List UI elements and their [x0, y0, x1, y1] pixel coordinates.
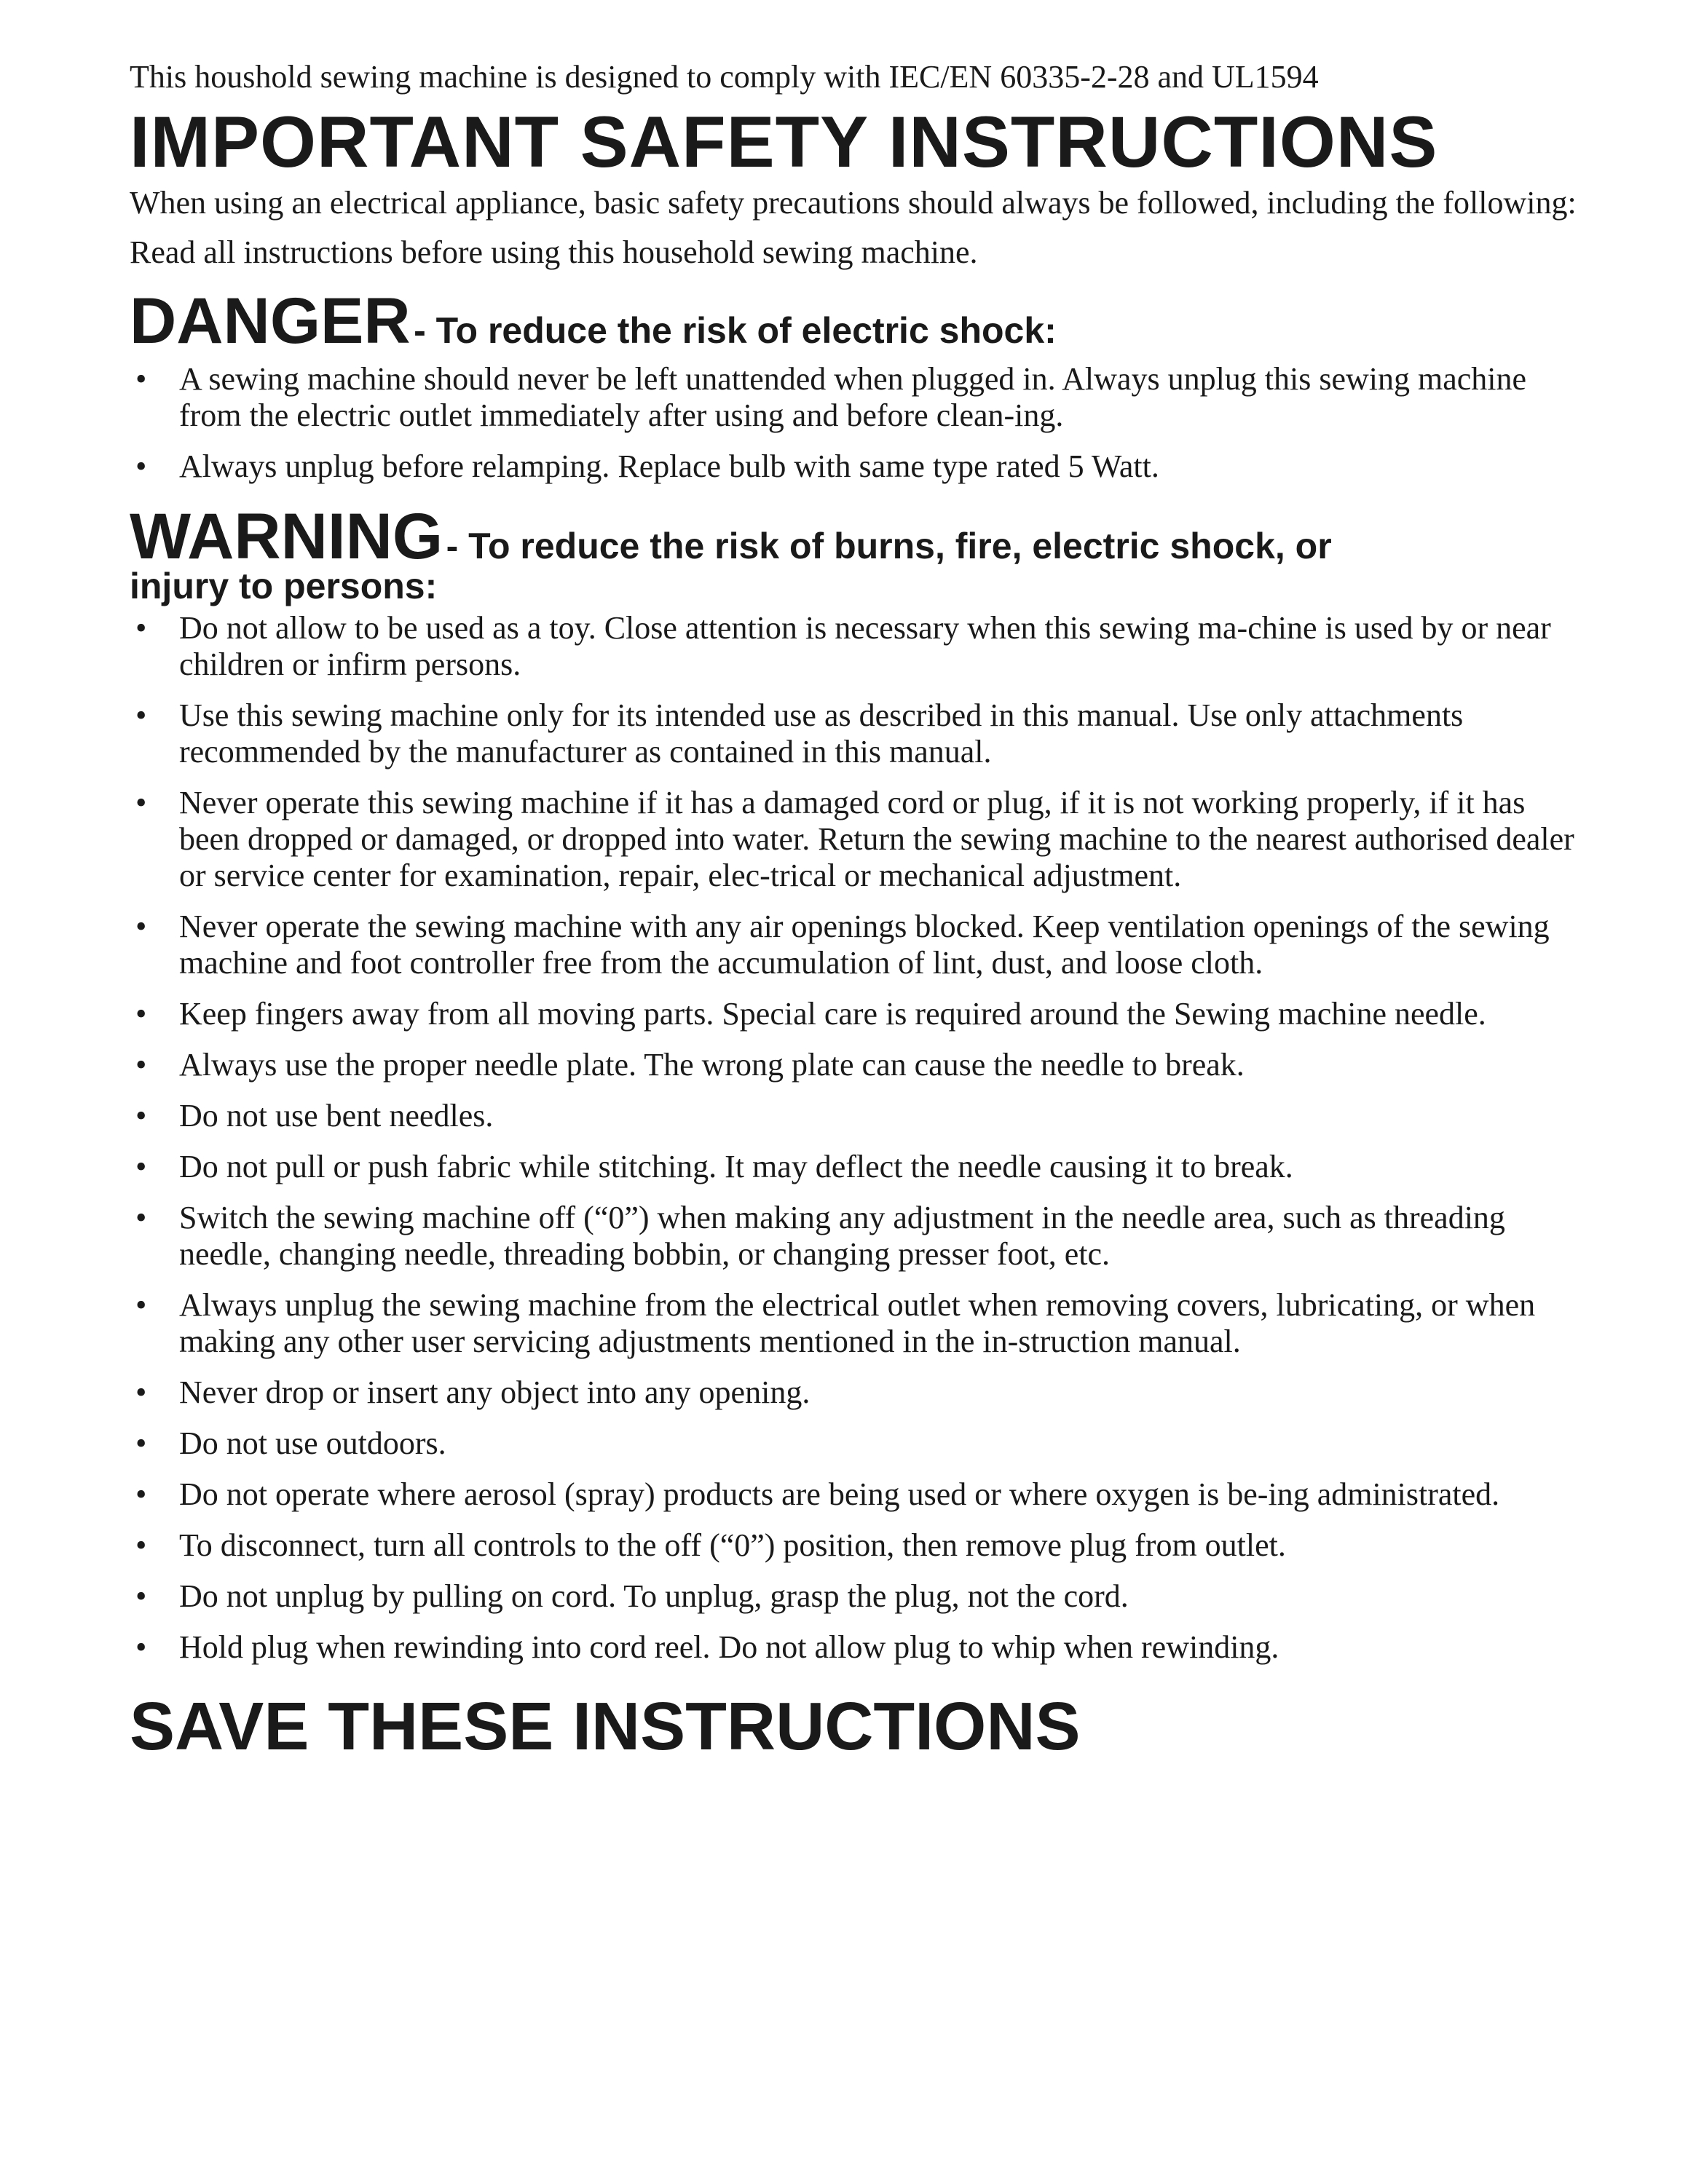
list-item — [130, 1527, 1579, 1564]
danger-item-text: A sewing machine should never be left unattended when plugged in. Always unplug this sewing machine from the electric outlet immediately after using and before clean-ing. — [179, 361, 1527, 433]
page-title: IMPORTANT SAFETY INSTRUCTIONS — [130, 101, 1438, 182]
list-item — [130, 1287, 1579, 1360]
bullet-icon: • — [135, 1149, 147, 1184]
warning-item-text: Use this sewing machine only for its intended use as described in this manual. Use only attachments recommended by the manufacturer as contained in this manual. — [179, 697, 1464, 769]
warning-item-text: Do not operate where aerosol (spray) products are being used or where oxygen is be-ing administrated. — [179, 1476, 1500, 1512]
danger-label: DANGER — [130, 284, 411, 357]
bullet-icon: • — [135, 1425, 147, 1461]
list-item — [130, 1425, 1579, 1462]
warning-item-text: Do not allow to be used as a toy. Close attention is necessary when this sewing ma-chine is used by or near children or infirm persons. — [179, 610, 1551, 682]
list-item — [130, 1047, 1579, 1083]
list-item — [130, 996, 1579, 1032]
warning-label: WARNING — [130, 499, 443, 572]
warning-item-text: Never operate the sewing machine with any air openings blocked. Keep ventilation openings of the sewing machine and foot controller free from the accumulation of lint, dust, and loose cloth. — [179, 909, 1550, 981]
bullet-icon: • — [135, 361, 147, 397]
warning-item-text: Do not use bent needles. — [179, 1098, 494, 1133]
list-item — [130, 785, 1579, 894]
bullet-icon: • — [135, 610, 147, 646]
list-item — [130, 909, 1579, 981]
warning-item-text: Hold plug when rewinding into cord reel. Do not allow plug to whip when rewinding. — [179, 1629, 1279, 1665]
bullet-icon: • — [135, 1578, 147, 1614]
bullet-icon: • — [135, 1200, 147, 1235]
danger-heading — [130, 284, 1579, 357]
list-item — [130, 697, 1579, 770]
bullet-icon: • — [135, 1476, 147, 1512]
warning-item-text: Do not use outdoors. — [179, 1425, 446, 1461]
intro-read-all: Read all instructions before using this household sewing machine. — [130, 234, 978, 270]
bullet-icon: • — [135, 1047, 147, 1083]
bullet-icon: • — [135, 448, 147, 484]
danger-list — [130, 361, 1579, 485]
warning-item-text: To disconnect, turn all controls to the off (“0”) position, then remove plug from outlet. — [179, 1527, 1286, 1563]
compliance-statement: This houshold sewing machine is designed to comply with IEC/EN 60335-2-28 and UL1594 — [130, 59, 1319, 95]
bullet-icon: • — [135, 697, 147, 733]
warning-item-text: Do not pull or push fabric while stitching. It may deflect the needle causing it to break. — [179, 1149, 1293, 1184]
warning-subtitle: - To reduce the risk of burns, fire, electric shock, or — [446, 526, 1332, 566]
bullet-icon: • — [135, 1629, 147, 1665]
save-instructions-title: SAVE THESE INSTRUCTIONS — [130, 1688, 1081, 1764]
list-item — [130, 610, 1579, 683]
list-item — [130, 448, 1579, 485]
safety-instructions-page — [130, 57, 1579, 1766]
list-item — [130, 1200, 1579, 1273]
warning-item-text: Always unplug the sewing machine from the electrical outlet when removing covers, lubricating, or when making any other user servicing adjustments mentioned in the in-struction manual. — [179, 1287, 1536, 1359]
list-item — [130, 1629, 1579, 1666]
list-item — [130, 1098, 1579, 1134]
danger-subtitle: - To reduce the risk of electric shock: — [414, 310, 1057, 351]
list-item — [130, 1374, 1579, 1411]
list-item — [130, 1476, 1579, 1513]
warning-heading — [130, 499, 1579, 606]
warning-item-text: Switch the sewing machine off (“0”) when making any adjustment in the needle area, such as threading needle, changing needle, threading bobbin, or changing presser foot, etc. — [179, 1200, 1505, 1272]
bullet-icon: • — [135, 785, 147, 820]
warning-item-text: Do not unplug by pulling on cord. To unplug, grasp the plug, not the cord. — [179, 1578, 1129, 1614]
bullet-icon: • — [135, 1287, 147, 1323]
warning-item-text: Keep fingers away from all moving parts. Special care is required around the Sewing machine needle. — [179, 996, 1486, 1032]
warning-item-text: Always use the proper needle plate. The wrong plate can cause the needle to break. — [179, 1047, 1245, 1083]
bullet-icon: • — [135, 909, 147, 944]
bullet-icon: • — [135, 1527, 147, 1563]
warning-subtitle-continued: injury to persons: — [130, 566, 438, 606]
list-item — [130, 1578, 1579, 1615]
list-item — [130, 1149, 1579, 1185]
intro-precautions: When using an electrical appliance, basic safety precautions should always be followed, including the following: — [130, 185, 1577, 221]
danger-item-text: Always unplug before relamping. Replace bulb with same type rated 5 Watt. — [179, 448, 1159, 484]
list-item — [130, 361, 1579, 434]
bullet-icon: • — [135, 996, 147, 1032]
warning-item-text: Never operate this sewing machine if it has a damaged cord or plug, if it is not working properly, if it has been dropped or damaged, or dropped into water. Return the sewing machine to the nearest authorised dealer or service center for examination, repair, elec-trical or mechanical adjustment. — [179, 785, 1574, 893]
warning-item-text: Never drop or insert any object into any opening. — [179, 1374, 811, 1410]
bullet-icon: • — [135, 1374, 147, 1410]
bullet-icon: • — [135, 1098, 147, 1133]
warning-list — [130, 610, 1579, 1666]
